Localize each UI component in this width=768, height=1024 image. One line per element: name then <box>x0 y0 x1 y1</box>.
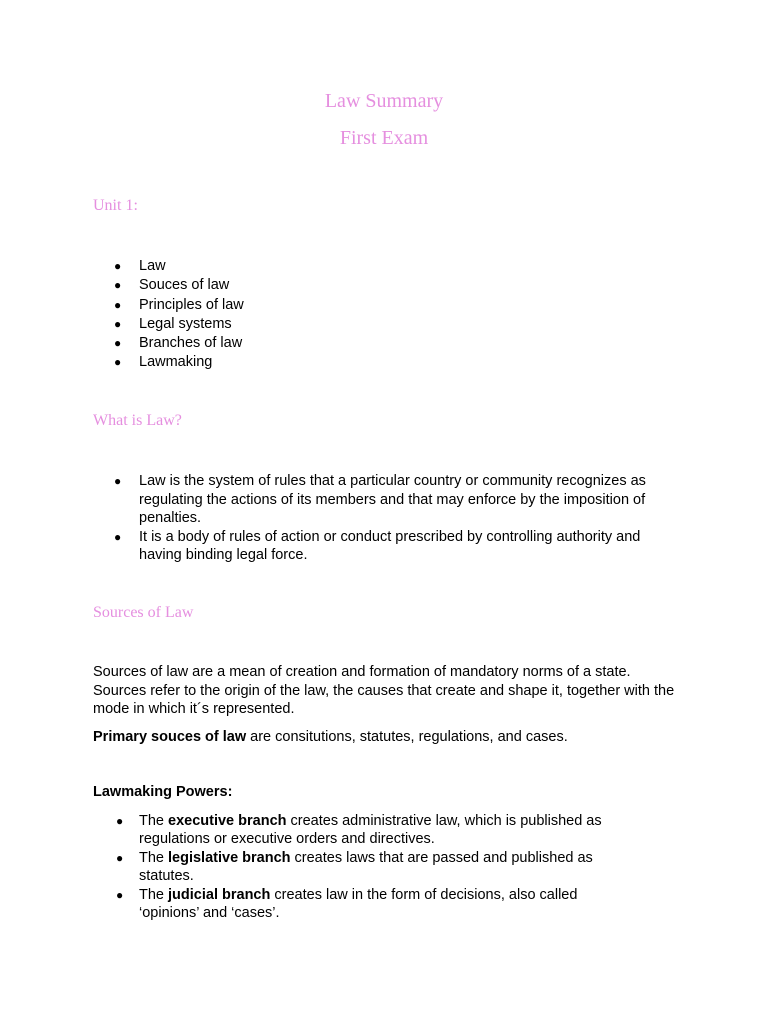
bullet-icon: ● <box>116 850 124 865</box>
list-item: ● Law is the system of rules that a particular country or community recognizes as regulating the actions of its members and that may enforce by the imposition of penalties. <box>114 473 646 527</box>
list-item: ● The judicial branch creates law in the form of decisions, also called ‘opinions’ and ‘cases’. <box>116 886 578 922</box>
bullet-icon: ● <box>114 355 122 370</box>
document-subtitle: First Exam <box>339 127 429 149</box>
list-item: ● Law <box>0 257 679 276</box>
lawmaking-powers-heading: Lawmaking Powers: <box>93 784 233 800</box>
list-item: ● Branches of law <box>0 334 679 353</box>
unit1-heading: Unit 1: <box>93 197 138 214</box>
bullet-icon: ● <box>114 316 122 331</box>
list-item: ● It is a body of rules of action or conduct prescribed by controlling authority and having binding legal force. <box>114 528 641 564</box>
list-item: ● The executive branch creates administrative law, which is published as regulations or executive orders and directives. <box>116 813 602 848</box>
bullet-icon: ● <box>116 814 124 828</box>
lawmaking-powers-list <box>0 812 639 922</box>
primary-sources-line: Primary souces of law are consitutions, statutes, regulations, and cases. <box>93 729 568 745</box>
bullet-icon: ● <box>116 887 124 902</box>
primary-sources-term: Primary souces of law <box>93 729 247 745</box>
document-title: Law Summary <box>324 90 444 112</box>
what-is-law-list <box>0 472 679 565</box>
list-item: ● Souces of law <box>0 276 679 295</box>
bullet-icon: ● <box>114 278 122 293</box>
sources-of-law-heading: Sources of Law <box>93 604 194 621</box>
bullet-icon: ● <box>114 259 122 273</box>
bullet-icon: ● <box>114 474 122 488</box>
bullet-icon: ● <box>114 297 122 312</box>
list-item: ● Legal systems <box>0 315 679 334</box>
unit1-list <box>0 257 679 373</box>
what-is-law-heading: What is Law? <box>93 412 182 429</box>
list-item: ● Principles of law <box>0 296 679 315</box>
sources-paragraph: Sources of law are a mean of creation and formation of mandatory norms of a state. Sources refer to the origin of the law, the causes that create and shape it, together with the mode in which it´s represented. <box>93 664 675 718</box>
list-item: ● The legislative branch creates laws that are passed and published as statutes. <box>116 849 593 885</box>
list-item: ● Lawmaking <box>0 353 679 372</box>
bullet-icon: ● <box>114 529 122 544</box>
bullet-icon: ● <box>114 336 122 351</box>
